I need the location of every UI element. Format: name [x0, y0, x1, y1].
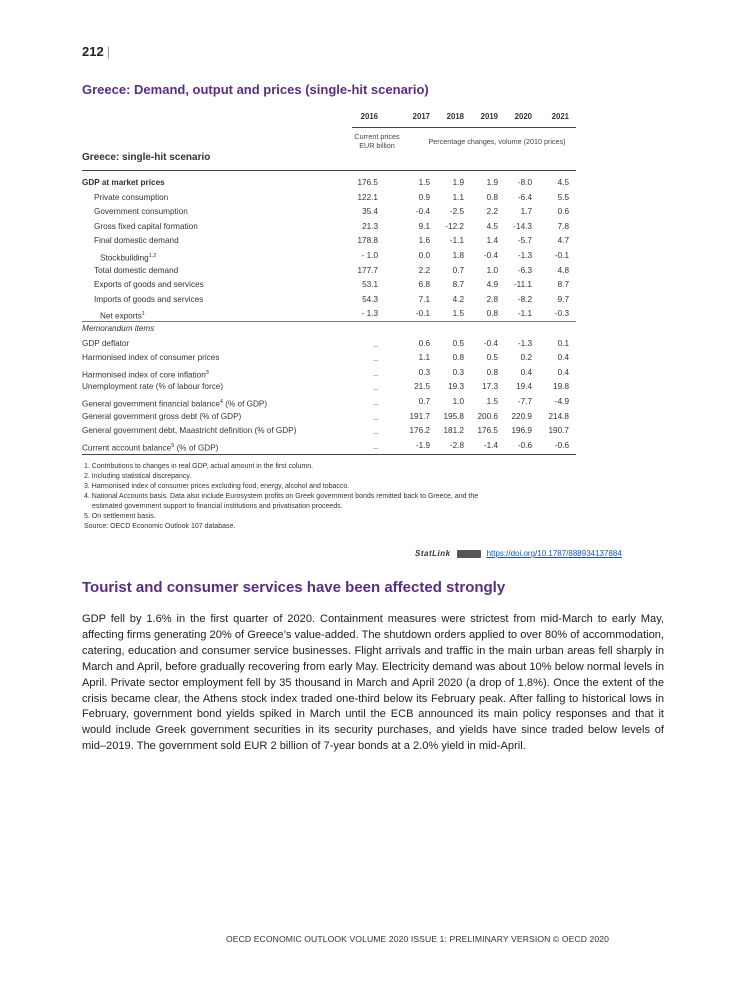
row-label: Unemployment rate (% of labour force) — [82, 382, 224, 392]
cell-2021: 4.7 — [557, 236, 569, 246]
cell-2018: 1.8 — [452, 251, 464, 260]
cell-2019: 17.3 — [482, 382, 498, 392]
cell-2016: _ — [373, 440, 378, 450]
cell-2019: 2.8 — [486, 294, 498, 304]
row-label: Gross fixed capital formation — [94, 221, 198, 231]
table-row — [82, 395, 576, 410]
cell-2016: _ — [373, 411, 378, 421]
table-row — [82, 191, 576, 206]
table-bottom-rule — [82, 454, 576, 455]
cell-2018: 0.8 — [452, 353, 464, 363]
cell-2017: 0.0 — [418, 251, 430, 260]
cell-2020: -6.3 — [517, 265, 532, 275]
cell-2016: 177.7 — [357, 265, 378, 275]
cell-2017: 0.9 — [418, 192, 430, 202]
cell-2017: -0.1 — [415, 309, 430, 319]
cell-2019: 1.4 — [486, 236, 498, 246]
cell-2019: 0.8 — [486, 367, 498, 377]
body-paragraph: GDP fell by 1.6% in the first quarter of 2020. Containment measures were strictest from mid-March to early May, affecting firms generating 20% of Greece’s value-added. The shutdown orders applied to over 80% of accommodation, catering, education and consumer service businesses. Flight arrivals and traffic in the main urban areas fell sharply in March and April, before gradually recovering from early May. Electricity demand was about 10% below normal levels in April. Private sector employment fell by 35 thousand in March and April 2020 (a drop of 1.8%). Once the extent of the crisis became clear, the Athens stock index traded one-third below its February peak. After falling to historical lows in February, government bond yields spiked in March until the ECB announced its main policy responses and that it would include Greek government securities in its security purchases, and yields have since traded below levels of mid–2019. The government sold EUR 2 billion of 7-year bonds at a 2.0% yield in mid-April. — [82, 613, 664, 753]
footnote: 1. Contributions to changes in real GDP, actual amount in the first column. — [84, 463, 314, 470]
cell-2019: 0.5 — [486, 353, 498, 363]
row-label: Stockbuilding$^{1,2}$ — [100, 253, 157, 263]
footnotes — [84, 462, 584, 532]
cell-2017: 0.7 — [418, 397, 430, 406]
table-row — [82, 249, 576, 264]
table-row — [82, 410, 576, 425]
table-row — [82, 278, 576, 293]
cell-2020: -6.4 — [517, 192, 532, 202]
cell-2016: _ — [373, 426, 378, 436]
cell-2020: -5.7 — [517, 236, 532, 246]
row-label: General government debt, Maastricht definition (% of GDP) — [82, 426, 297, 436]
cell-2021: 4.5 — [557, 178, 569, 187]
year-header-row — [82, 112, 576, 126]
cell-2019: -0.4 — [483, 338, 498, 348]
cell-2018: 0.7 — [452, 265, 464, 275]
statlink-label: StatLink — [415, 549, 451, 558]
cell-2020: 1.7 — [520, 207, 532, 217]
table-row — [82, 351, 576, 366]
cell-2021: 0.4 — [557, 367, 569, 377]
cell-2016: 176.5 — [357, 178, 378, 187]
cell-2019: -1.4 — [483, 440, 498, 450]
cell-2021: -0.6 — [554, 440, 569, 450]
section-title: Tourist and consumer services have been affected strongly — [82, 579, 506, 596]
row-label: Final domestic demand — [94, 236, 179, 246]
cell-2018: 8.7 — [452, 280, 464, 290]
cell-2018: 1.5 — [452, 309, 464, 319]
cell-2018: 19.3 — [448, 382, 464, 392]
cell-2016: - 1.0 — [361, 251, 378, 260]
footnote: Source: OECD Economic Outlook 107 database. — [84, 523, 236, 530]
cell-2018: -2.8 — [449, 440, 464, 450]
cell-2017: 1.6 — [418, 236, 430, 246]
footnote: 5. On settlement basis. — [84, 513, 156, 520]
cell-2016: _ — [373, 382, 378, 392]
cell-2016: 53.1 — [362, 280, 378, 290]
current-prices-header: Current prices EUR billion — [354, 132, 400, 150]
cell-2016: _ — [373, 338, 378, 348]
cell-2020: 196.9 — [511, 426, 532, 436]
cell-2020: -11.1 — [513, 280, 532, 290]
table-row — [82, 176, 576, 191]
cell-2021: 7.8 — [557, 221, 569, 231]
cell-2017: 21.5 — [414, 382, 430, 392]
cell-2021: 19.8 — [553, 382, 569, 392]
cell-2017: 0.3 — [418, 367, 430, 377]
pct-changes-header: Percentage changes, volume (2010 prices) — [428, 137, 566, 146]
header-bottom-rule — [82, 170, 576, 171]
cell-2019: 4.9 — [486, 280, 498, 290]
table-row — [82, 424, 576, 439]
cell-2021: 4.8 — [557, 265, 569, 275]
cell-2021: 190.7 — [548, 426, 569, 436]
cell-2020: 220.9 — [511, 411, 532, 421]
cell-2016: _ — [373, 397, 378, 406]
cell-2019: 200.6 — [477, 411, 498, 421]
cell-2016: _ — [373, 367, 378, 377]
cell-2020: -1.3 — [517, 338, 532, 348]
cell-2016: 35.4 — [362, 207, 378, 217]
table-row — [82, 264, 576, 279]
page-footer: OECD ECONOMIC OUTLOOK VOLUME 2020 ISSUE 1: PRELIMINARY VERSION © OECD 2020 — [226, 934, 610, 944]
row-label: Total domestic demand — [94, 265, 179, 275]
year-2017: 2017 — [412, 112, 430, 121]
cell-2017: 9.1 — [418, 221, 430, 231]
table-row — [82, 439, 576, 454]
cell-2020: -8.0 — [517, 178, 532, 187]
table-row-title: Greece: single-hit scenario — [82, 152, 211, 163]
cell-2017: 7.1 — [418, 294, 430, 304]
cell-2016: 178.8 — [357, 236, 378, 246]
footnote: 3. Harmonised index of consumer prices excluding food, energy, alcohol and tobacco. — [84, 483, 350, 490]
row-label: GDP at market prices — [82, 178, 165, 187]
cell-2021: 0.1 — [557, 338, 569, 348]
table-row — [82, 293, 576, 308]
cell-2017: 1.1 — [418, 353, 430, 363]
memo-separator — [82, 321, 576, 322]
footnote: 4. National Accounts basis. Data also include Eurosystem profits on Greek government bonds remitted back to Greece, and the — [84, 493, 479, 500]
row-label: Harmonised index of consumer prices — [82, 353, 220, 363]
row-label: Exports of goods and services — [94, 280, 204, 290]
cell-2021: -4.9 — [554, 397, 569, 406]
statlink-url-link[interactable]: https://doi.org/10.1787/888934137884 — [486, 549, 622, 558]
year-2016: 2016 — [360, 112, 378, 121]
cell-2017: 176.2 — [409, 426, 430, 436]
cell-2021: 8.7 — [557, 280, 569, 290]
cell-2018: 195.8 — [443, 411, 464, 421]
cell-2020: 0.2 — [520, 353, 532, 363]
cell-2020: -1.3 — [517, 251, 532, 260]
year-2021: 2021 — [551, 112, 569, 121]
cell-2018: 0.5 — [452, 338, 464, 348]
year-2019: 2019 — [480, 112, 498, 121]
cell-2021: 214.8 — [548, 411, 569, 421]
cell-2018: 1.1 — [452, 192, 464, 202]
footnote: estimated government support to financial institutions and privatisation proceeds. — [92, 503, 343, 510]
cell-2018: 181.2 — [443, 426, 464, 436]
table-row — [82, 380, 576, 395]
table-row — [82, 307, 576, 322]
cell-2017: -0.4 — [415, 207, 430, 217]
cell-2021: 5.5 — [557, 192, 569, 202]
cell-2017: 2.2 — [418, 265, 430, 275]
cell-2020: -7.7 — [517, 397, 532, 406]
cell-2019: 176.5 — [477, 426, 498, 436]
cell-2017: -1.9 — [415, 440, 430, 450]
cell-2021: -0.3 — [554, 309, 569, 319]
cell-2019: 1.5 — [486, 397, 498, 406]
cell-2017: 0.6 — [418, 338, 430, 348]
statlink — [415, 549, 622, 558]
row-label: Imports of goods and services — [94, 294, 204, 304]
page-number: 212 | — [82, 44, 111, 59]
row-label: General government financial balance$^4$ (% of GDP) — [82, 399, 268, 409]
cell-2016: 54.3 — [362, 294, 378, 304]
cell-2021: 0.6 — [557, 207, 569, 217]
cell-2019: -0.4 — [483, 251, 498, 260]
row-label: Harmonised index of core inflation$^3$ — [82, 369, 209, 380]
year-2020: 2020 — [514, 112, 532, 121]
cell-2020: -8.2 — [517, 294, 532, 304]
row-label: Current account balance$^5$ (% of GDP) — [82, 442, 219, 453]
cell-2016: _ — [373, 353, 378, 363]
cell-2019: 4.5 — [486, 221, 498, 231]
cell-2020: -0.6 — [517, 440, 532, 450]
cell-2021: -0.1 — [554, 251, 569, 260]
header-rule — [352, 127, 576, 128]
table-row — [82, 337, 576, 352]
year-2018: 2018 — [446, 112, 464, 121]
cell-2020: -14.3 — [513, 221, 532, 231]
footnote: 2. Including statistical discrepancy. — [84, 473, 192, 480]
cell-2019: 0.8 — [486, 309, 498, 319]
cell-2016: - 1.3 — [361, 309, 378, 319]
cell-2018: -1.1 — [449, 236, 464, 246]
cell-2017: 191.7 — [409, 411, 430, 421]
cell-2017: 6.8 — [418, 280, 430, 290]
cell-2020: -1.1 — [517, 309, 532, 319]
cell-2021: 0.4 — [557, 353, 569, 363]
cell-2016: 122.1 — [357, 192, 378, 202]
table-row — [82, 205, 576, 220]
table-row — [82, 366, 576, 381]
row-label: General government gross debt (% of GDP) — [82, 411, 242, 421]
cell-2018: 4.2 — [452, 294, 464, 304]
cell-2017: 1.5 — [418, 178, 430, 187]
cell-2019: 1.0 — [486, 265, 498, 275]
row-label: Government consumption — [94, 207, 188, 217]
memo-title: Memorandum items — [82, 324, 155, 333]
cell-2019: 1.9 — [486, 178, 498, 187]
row-label: Net exports$^1$ — [100, 311, 145, 322]
cell-2018: 1.0 — [452, 397, 464, 406]
cell-2020: 19.4 — [516, 382, 532, 392]
table-title: Greece: Demand, output and prices (single-hit scenario) — [82, 82, 429, 97]
table-row — [82, 234, 576, 249]
cell-2018: -2.5 — [449, 207, 464, 217]
table-row — [82, 220, 576, 235]
cell-2019: 2.2 — [486, 207, 498, 217]
cell-2020: 0.4 — [520, 367, 532, 377]
cell-2016: 21.3 — [362, 221, 378, 231]
cell-2018: 1.9 — [452, 178, 464, 187]
cell-2018: 0.3 — [452, 367, 464, 377]
statlink-logo-icon — [457, 550, 481, 558]
row-label: Private consumption — [94, 192, 169, 202]
cell-2018: -12.2 — [445, 221, 464, 231]
cell-2021: 9.7 — [557, 294, 569, 304]
row-label: GDP deflator — [82, 338, 130, 348]
cell-2019: 0.8 — [486, 192, 498, 202]
